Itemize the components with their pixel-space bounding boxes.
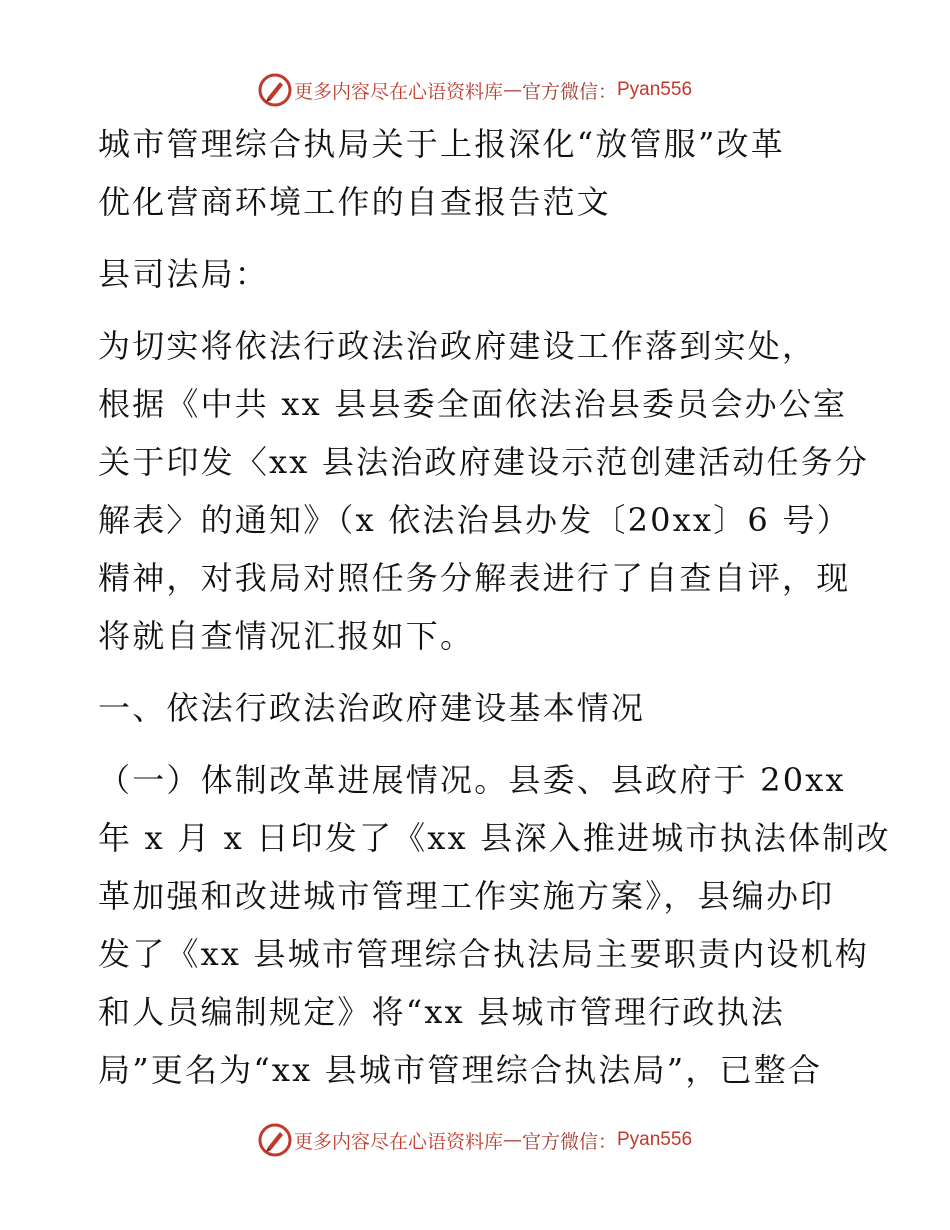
body-line-1: （一）体制改革进展情况。县委、县政府于 20xx bbox=[98, 761, 846, 799]
intro-line-5: 精神，对我局对照任务分解表进行了自查自评，现 bbox=[98, 559, 851, 597]
section-heading: 一、依法行政法治政府建设基本情况 bbox=[98, 689, 646, 727]
intro-line-4: 解表〉的通知》（x 依法治县办发〔20xx〕6 号） bbox=[98, 501, 851, 539]
watermark-wechat-id: Pyan556 bbox=[617, 1129, 693, 1150]
footer-watermark bbox=[0, 1120, 950, 1160]
watermark-text: 更多内容尽在心语资料库 bbox=[293, 80, 503, 103]
header-watermark bbox=[0, 70, 950, 110]
salutation: 县司法局： bbox=[98, 255, 270, 293]
watermark-separator: — bbox=[502, 1129, 522, 1151]
body-line-3: 革加强和改进城市管理工作实施方案》，县编办印 bbox=[98, 877, 835, 915]
title-line-2: 优化营商环境工作的自查报告范文 bbox=[98, 183, 612, 221]
pen-logo-icon bbox=[258, 1123, 292, 1157]
intro-line-3: 关于印发〈xx 县法治政府建设示范创建活动任务分 bbox=[98, 443, 870, 481]
body-line-5: 和人员编制规定》将“xx 县城市管理行政执法 bbox=[98, 993, 786, 1031]
watermark-separator: — bbox=[502, 79, 522, 101]
intro-line-6: 将就自查情况汇报如下。 bbox=[98, 617, 475, 655]
watermark-wechat-id: Pyan556 bbox=[617, 79, 693, 100]
document-body bbox=[98, 122, 891, 1106]
body-line-4: 发了《xx 县城市管理综合执法局主要职责内设机构 bbox=[98, 935, 870, 973]
intro-line-2: 根据《中共 xx 县县委全面依法治县委员会办公室 bbox=[98, 385, 848, 423]
watermark-label: 官方微信： bbox=[521, 80, 617, 103]
title-line-1: 城市管理综合执局关于上报深化“放管服”改革 bbox=[98, 125, 785, 163]
watermark-text: 更多内容尽在心语资料库 bbox=[293, 1130, 503, 1153]
intro-line-1: 为切实将依法行政法治政府建设工作落到实处， bbox=[98, 327, 817, 365]
pen-logo-icon bbox=[258, 73, 292, 107]
body-line-2: 年 x 月 x 日印发了《xx 县深入推进城市执法体制改 bbox=[98, 819, 891, 857]
body-line-6: 局”更名为“xx 县城市管理综合执法局”，已整合 bbox=[98, 1051, 823, 1089]
watermark-label: 官方微信： bbox=[521, 1130, 617, 1153]
